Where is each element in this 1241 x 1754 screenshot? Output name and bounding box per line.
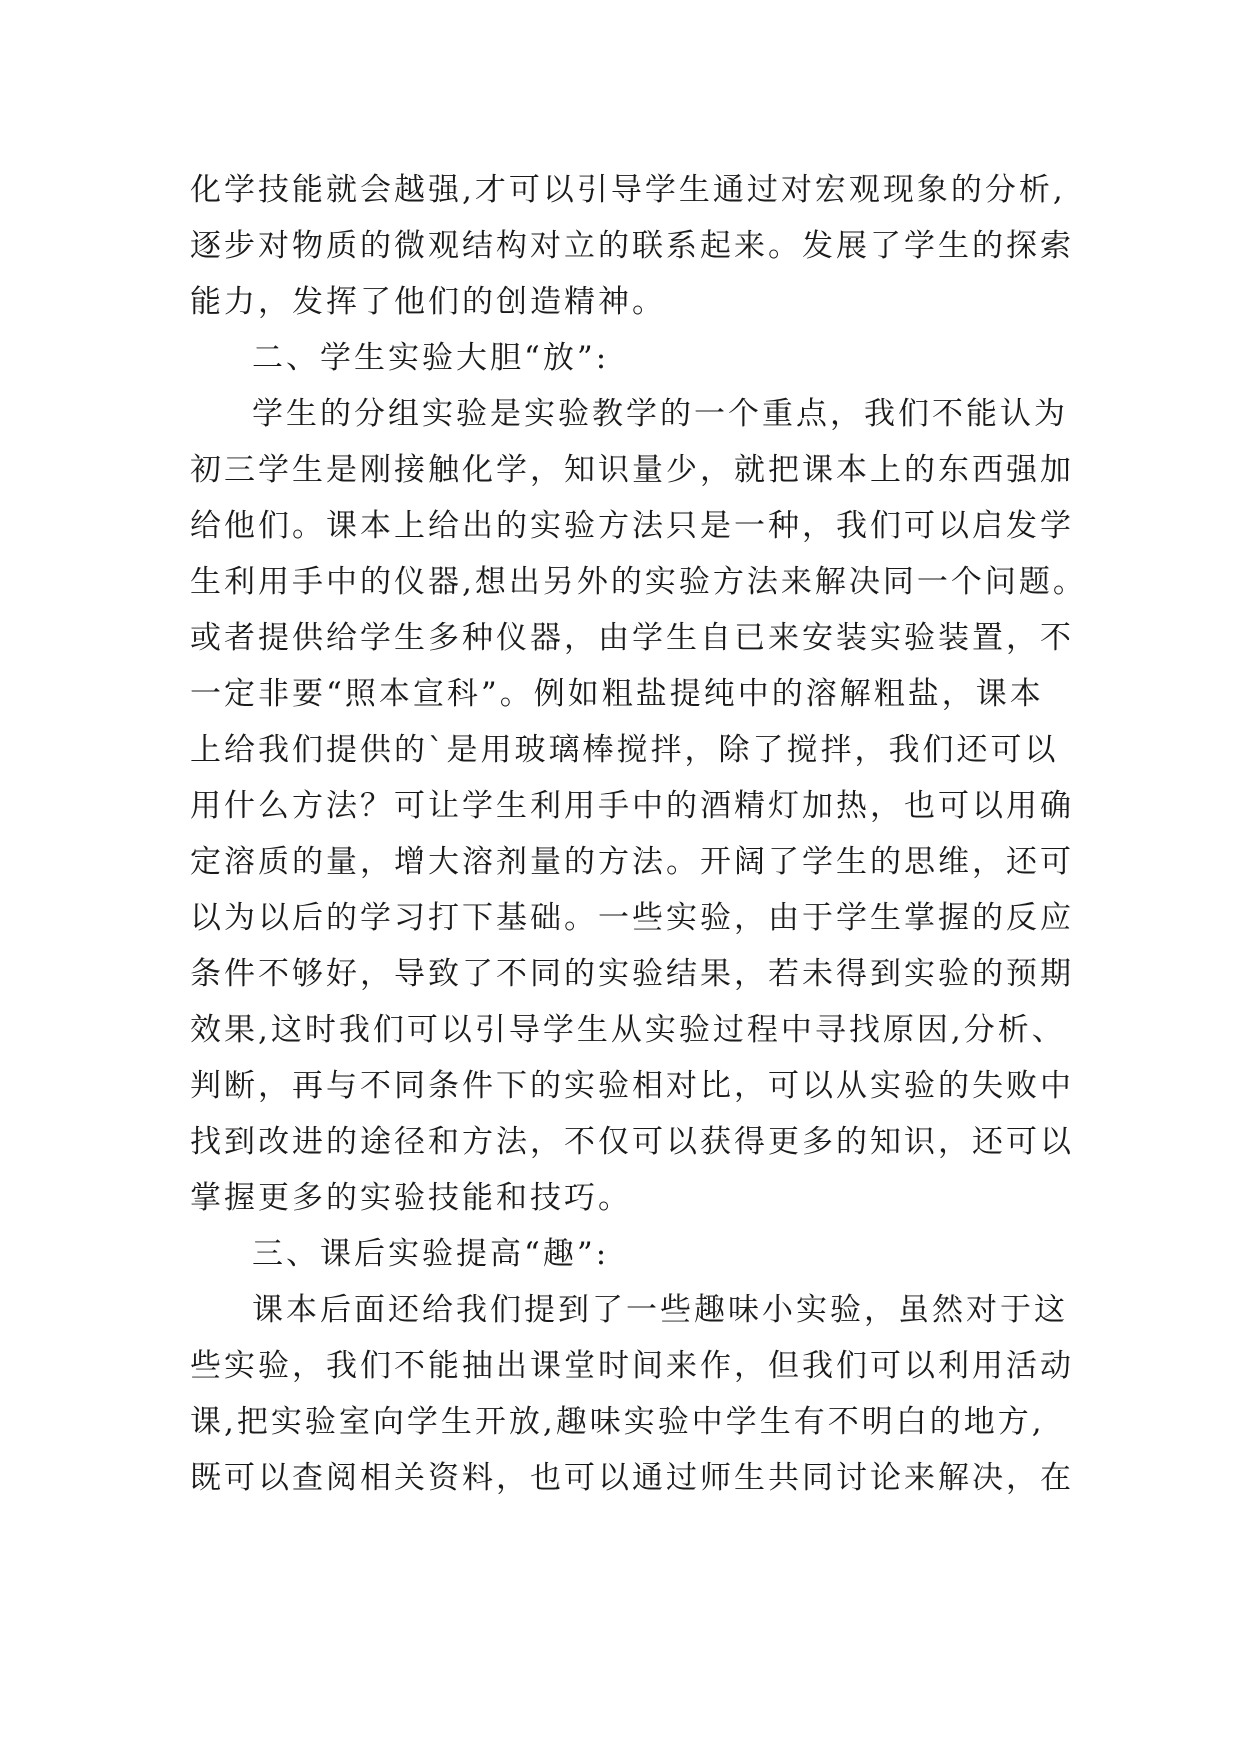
text-line: 判断，再与不同条件下的实验相对比，可以从实验的失败中 <box>190 1068 1074 1104</box>
text-line: 逐步对物质的微观结构对立的联系起来。发展了学生的探索 <box>190 228 1074 264</box>
text-line: 定溶质的量，增大溶剂量的方法。开阔了学生的思维，还可 <box>190 844 1074 880</box>
text-line: 既可以查阅相关资料，也可以通过师生共同讨论来解决，在 <box>190 1460 1074 1496</box>
section-heading: 三、课后实验提高“趣”: <box>252 1236 610 1272</box>
text-line: 用什么方法？可让学生利用手中的酒精灯加热，也可以用确 <box>190 788 1074 824</box>
text-line: 些实验，我们不能抽出课堂时间来作，但我们可以利用活动 <box>190 1348 1074 1384</box>
text-line: 能力，发挥了他们的创造精神。 <box>190 284 666 320</box>
text-line: 上给我们提供的`是用玻璃棒搅拌，除了搅拌，我们还可以 <box>190 732 1059 768</box>
text-line: 或者提供给学生多种仪器，由学生自已来安装实验装置，不 <box>190 620 1074 656</box>
text-line: 课本后面还给我们提到了一些趣味小实验，虽然对于这 <box>252 1292 1068 1328</box>
text-line: 课,把实验室向学生开放,趣味实验中学生有不明白的地方, <box>190 1404 1045 1440</box>
text-line: 找到改进的途径和方法，不仅可以获得更多的知识，还可以 <box>190 1124 1074 1160</box>
text-line: 掌握更多的实验技能和技巧。 <box>190 1180 632 1216</box>
text-line: 化学技能就会越强,才可以引导学生通过对宏观现象的分析, <box>190 172 1066 208</box>
text-line: 初三学生是刚接触化学，知识量少，就把课本上的东西强加 <box>190 452 1074 488</box>
text-line: 学生的分组实验是实验教学的一个重点，我们不能认为 <box>252 396 1068 432</box>
text-line: 条件不够好，导致了不同的实验结果，若未得到实验的预期 <box>190 956 1074 992</box>
text-line: 给他们。课本上给出的实验方法只是一种，我们可以启发学 <box>190 508 1074 544</box>
text-line: 一定非要“照本宣科”。例如粗盐提纯中的溶解粗盐，课本 <box>190 676 1044 712</box>
section-heading: 二、学生实验大胆“放”: <box>252 340 610 376</box>
text-line: 以为以后的学习打下基础。一些实验，由于学生掌握的反应 <box>190 900 1074 936</box>
text-line: 效果,这时我们可以引导学生从实验过程中寻找原因,分析、 <box>190 1012 1066 1048</box>
text-line: 生利用手中的仪器,想出另外的实验方法来解决同一个问题。 <box>190 564 1087 600</box>
